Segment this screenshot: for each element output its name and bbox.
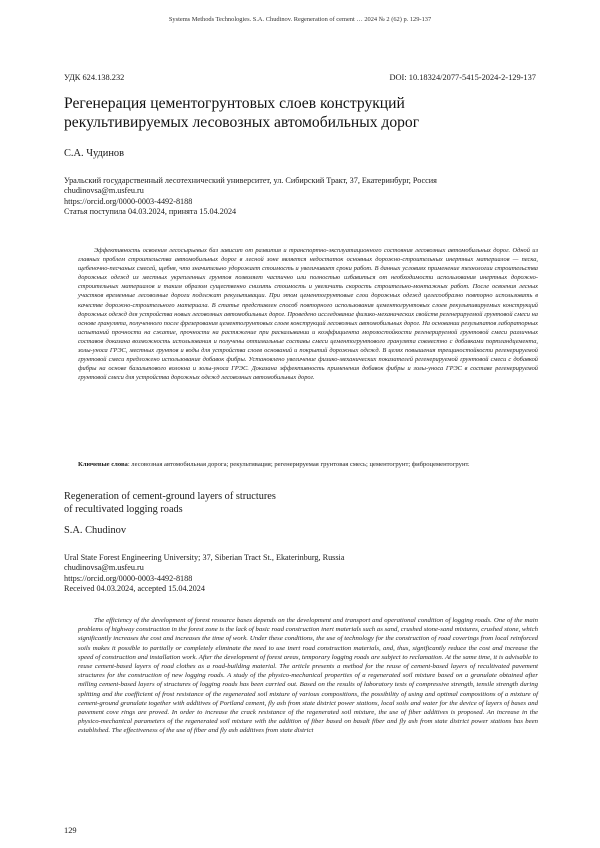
russian-article-title [64,94,536,132]
russian-affiliation-block [64,176,544,218]
russian-title-line-1: Регенерация цементогрунтовых слоев конструкций [64,95,405,112]
english-article-title [64,491,276,516]
russian-title-line-2: рекультивируемых лесовозных автомобильных дорог [64,114,420,131]
english-orcid[interactable]: https://orcid.org/0000-0003-4492-8188 [64,573,193,583]
english-abstract: The efficiency of the development of forest resource bases depends on the development and transport and operational condition of logging roads. One of the main problems of highway construction in the forest zone is the lack of basic road construction inert materials such as sand, crushed stone-sand mixtures, crushed stone, which significantly increases the cost and increases the time of work. Under these conditions, the use of technology for the construction of road coverings from local reinforced soils makes it possible to partially or completely eliminate the need to use inert road construction materials, and, thus, significantly reduce the cost and increase the speed of construction and installation work. After the development of forest areas, temporary logging roads are subject to reclamation. At the same time, it is advisable to reuse cement-based layers of road clothes as a road-building material. The article presents a method for the reuse of cement-based layers of recultivated pavement structures for the construction of new logging roads. A study of the physico-mechanical properties of a regenerated soil mixture based on a granulate obtained after milling cement-based layers of structures of logging roads has been carried out. Based on the results of laboratory tests of compressive strength, tensile strength during splitting and the coefficient of frost resistance of the regenerated soil mixture of various compositions, the possibility of using and optimal compositions of a mixture of cement-ground granulate together with additives of Portland cement, fly ash from state district power stations, local soils and water for the device of layers of bases and pavement cove rings are proved. In order to increase the crack resistance of the regenerated soil mixture, the use of fiber additives is proposed. An increase in the physico-mechanical parameters of the regenerated soil mixture with the addition of fiber based on basalt fiber and fly ash from state district power stations has been established. The effectiveness of the use of fiber and fly ash additives from state district [78,617,538,735]
russian-author-name: С.А. Чудинов [64,148,125,159]
keywords-text: : лесовозная автомобильная дорога; рекультивация; регенерируемая грунтовая смесь; цементогрунт; фиброцементогрунт. [127,461,470,468]
running-header: Systems Methods Technologies. S.A. Chudinov. Regeneration of cement … 2024 № 2 (62) p. 129-137 [168,16,432,23]
english-affiliation: Ural State Forest Engineering University; 37, Siberian Tract St., Ekaterinburg, Russia [64,553,345,562]
english-received-date: Received 04.03.2024, accepted 15.04.2024 [64,584,205,594]
english-affiliation-block [64,553,544,595]
russian-abstract: Эффективность освоения лесосырьевых баз зависит от развития и транспортно-эксплуатационного состояния лесовозных автомобильных дорог. Одной из главных проблем строительства автомобильных дорог в лесной зоне является недостаток основных дорожно-строительных инертных материалов — песка, щебеночно-песчаных смесей, щебня, что значительно удорожает стоимость и увеличивает сроки работ. В данных условиях применение технологии строительства дорожных одежд из местных укрепленных грунтов позволяет частично или полностью избавиться от необходимости использования инертных дорожно-строительных материалов и таким образом существенно снизить стоимость и увеличить скорость строительно-монтажных работ. После освоения лесных участков временные лесовозные дороги подлежат рекультивации. При этом цементогрунтовые слои дорожных одежд целесообразно повторно использовать в качестве дорожно-строительного материала. В статье представлен способ повторного использования цементогрунтовых слоев рекультивируемых конструкций дорожных одежд для устройства новых лесовозных автомобильных дорог. Проведено исследование физико-механических свойств регенерируемой грунтовой смеси на основе гранулята, полученного после фрезерования цементогрунтовых слоев конструкций лесовозных автомобильных дорог. На основании результатов лабораторных испытаний прочности на сжатие, прочности на растяжение при раскалывании и коэффициента морозостойкости регенерируемой грунтовой смеси различных составов доказана возможность использования и получены оптимальные составы смеси цементогрунтового гранулята совместно с добавками портландцемента, золы-уноса ГРЭС, местных грунтов и воды для устройства слоев оснований и покрытий дорожных одежд. В целях повышения трещиностойкости регенерируемой грунтовой смеси предложено использование добавок фибры. Установлено увеличение физико-механических показателей регенерируемой грунтовой смеси с добавкой фибры на основе базальтового волокна и золы-уноса ГРЭС. Доказана эффективность применения добавок фибры и золы-уноса ГРЭС в составе регенерируемой грунтовой смеси для устройства дорожных одежд лесовозных автомобильных дорог. [78,247,538,382]
udc-code: УДК 624.138.232 [64,73,125,82]
english-title-line-2: of recultivated logging roads [64,503,183,515]
english-author-name: S.A. Chudinov [64,525,127,536]
article-meta [64,73,536,82]
page-number: 129 [64,826,77,835]
russian-orcid[interactable]: https://orcid.org/0000-0003-4492-8188 [64,196,193,206]
russian-affiliation: Уральский государственный лесотехнический университет, ул. Сибирский Тракт, 37, Екатеринбург, Россия [64,176,437,185]
english-email[interactable]: chudinovsa@m.usfeu.ru [64,563,144,573]
keywords-label: Ключевые слова [78,461,128,468]
russian-received-date: Статья поступила 04.03.2024, принята 15.04.2024 [64,207,237,217]
doi-link[interactable]: DOI: 10.18324/2077-5415-2024-2-129-137 [389,73,536,82]
russian-keywords [78,460,538,469]
russian-email[interactable]: chudinovsa@m.usfeu.ru [64,186,144,196]
english-title-line-1: Regeneration of cement-ground layers of structures [64,491,276,502]
